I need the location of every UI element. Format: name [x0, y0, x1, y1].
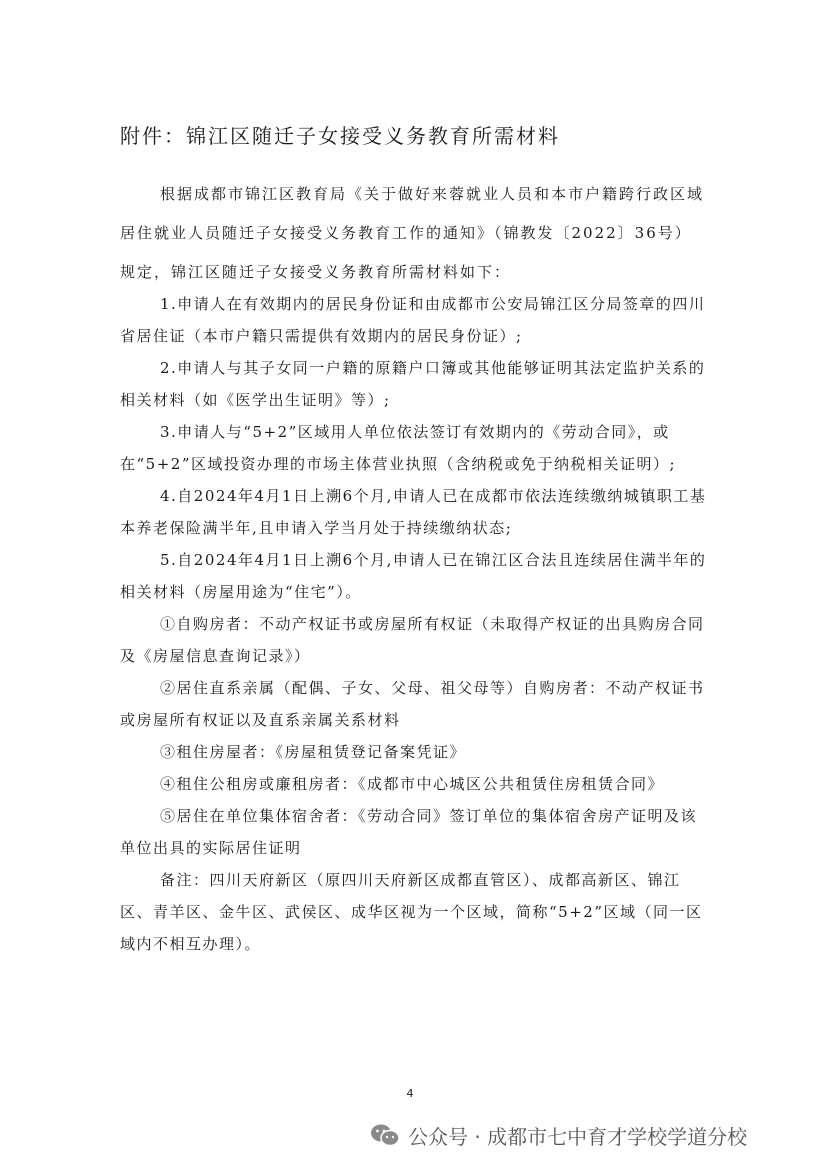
list-item: 2.申请人与其子女同一户籍的原籍户口簿或其他能够证明其法定监护关系的相关材料（如《医学出生证明》等）;	[120, 359, 706, 409]
sub-list-item: ②居住直系亲属（配偶、子女、父母、祖父母等）自购房者：不动产权证书或房屋所有权证以及直系亲属关系材料	[120, 679, 705, 729]
page-title: 附件：锦江区随迁子女接受义务教育所需材料	[120, 124, 560, 148]
list-item: 1.申请人在有效期内的居民身份证和由成都市公安局锦江区分局签章的四川省居住证（本市户籍只需提供有效期内的居民身份证）;	[120, 295, 706, 345]
sub-list-item: ④租住公租房或廉租房者：《成都市中心城区公共租赁住房租赁合同》	[160, 775, 665, 793]
list-item: 3.申请人与“5+2”区域用人单位依法签订有效期内的《劳动合同》，或在“5+2”区域投资办理的市场主体营业执照（含纳税或免于纳税相关证明）;	[120, 423, 677, 473]
sub-list-item: ③租住房屋者：《房屋租赁登记备案凭证》	[160, 743, 467, 761]
page-number: 4	[406, 1087, 414, 1100]
note-paragraph: 备注：四川天府新区（原四川天府新区成都直管区）、成都高新区、锦江区、青羊区、金牛区、武侯区、成华区视为一个区域，简称“5+2”区域（同一区域内不相互办理）。	[120, 871, 703, 953]
intro-paragraph: 根据成都市锦江区教育局《关于做好来蓉就业人员和本市户籍跨行政区域居住就业人员随迁子女接受义务教育工作的通知》（锦教发〔2022〕36号）规定，锦江区随迁子女接受义务教育所需材料如下：	[120, 185, 705, 281]
sub-list-item: ①自购房者：不动产权证书或房屋所有权证（未取得产权证的出具购房合同及《房屋信息查询记录》）	[120, 615, 705, 665]
sub-list-item: ⑤居住在单位集体宿舍者：《劳动合同》签订单位的集体宿舍房产证明及该单位出具的实际居住证明	[120, 807, 698, 857]
materials-list	[120, 288, 710, 960]
watermark-text: 公众号 · 成都市七中育才学校学道分校	[408, 1124, 748, 1149]
wechat-icon	[370, 1123, 400, 1147]
list-item: 4.自2024年4月1日上溯6个月,申请人已在成都市依法连续缴纳城镇职工基本养老保险满半年,且申请入学当月处于持续缴纳状态;	[120, 487, 707, 537]
watermark	[370, 1120, 747, 1150]
list-item: 5.自2024年4月1日上溯6个月,申请人已在锦江区合法且连续居住满半年的相关材料（房屋用途为“住宅”）。	[120, 551, 707, 601]
